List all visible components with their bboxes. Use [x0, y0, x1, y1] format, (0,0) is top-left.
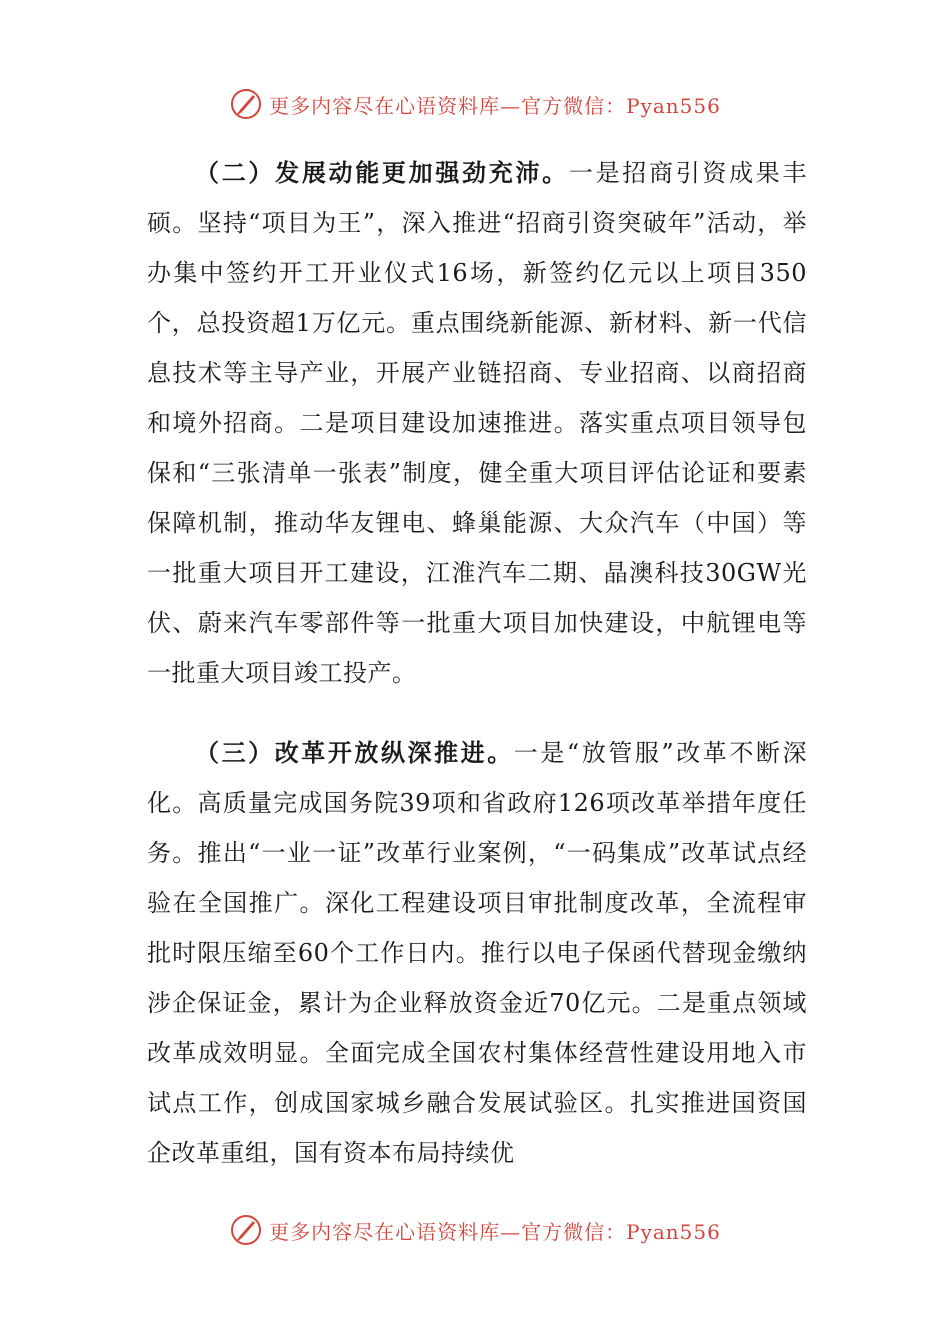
footer-watermark	[0, 1210, 950, 1250]
watermark-text: 更多内容尽在心语资料库—官方微信：Pyan556	[269, 93, 721, 118]
quill-logo-icon	[229, 87, 263, 121]
paragraph-heading: （二）发展动能更加强劲充沛。	[195, 159, 569, 187]
paragraph-heading: （三）改革开放纵深推进。	[195, 739, 514, 767]
paragraph-text: 一是“放管服”改革不断深化。高质量完成国务院39项和省政府126项改革举措年度任务。推出“一业一证”改革行业案例，“一码集成”改革试点经验在全国推广。深化工程建设项目审批制度改革，全流程审批时限压缩至60个工作日内。推行以电子保函代替现金缴纳涉企保证金，累计为企业释放资金近70亿元。二是重点领域改革成效明显。全面完成全国农村集体经营性建设用地入市试点工作，创成国家城乡融合发展试验区。扎实推进国资国企改革重组，国有资本布局持续优	[147, 739, 807, 1167]
paragraph-text: 一是招商引资成果丰硕。坚持“项目为王”，深入推进“招商引资突破年”活动，举办集中签约开工开业仪式16场，新签约亿元以上项目350个，总投资超1万亿元。重点围绕新能源、新材料、新一代信息技术等主导产业，开展产业链招商、专业招商、以商招商和境外招商。二是项目建设加速推进。落实重点项目领导包保和“三张清单一张表”制度，健全重大项目评估论证和要素保障机制，推动华友锂电、蜂巢能源、大众汽车（中国）等一批重大项目开工建设，江淮汽车二期、晶澳科技30GW光伏、蔚来汽车零部件等一批重大项目加快建设，中航锂电等一批重大项目竣工投产。	[147, 159, 808, 687]
paragraph-reform	[147, 728, 807, 1178]
paragraph-development	[147, 148, 807, 698]
document-body	[147, 148, 807, 1178]
header-watermark	[0, 84, 950, 124]
watermark-text: 更多内容尽在心语资料库—官方微信：Pyan556	[269, 1219, 721, 1244]
quill-logo-icon	[229, 1213, 263, 1247]
